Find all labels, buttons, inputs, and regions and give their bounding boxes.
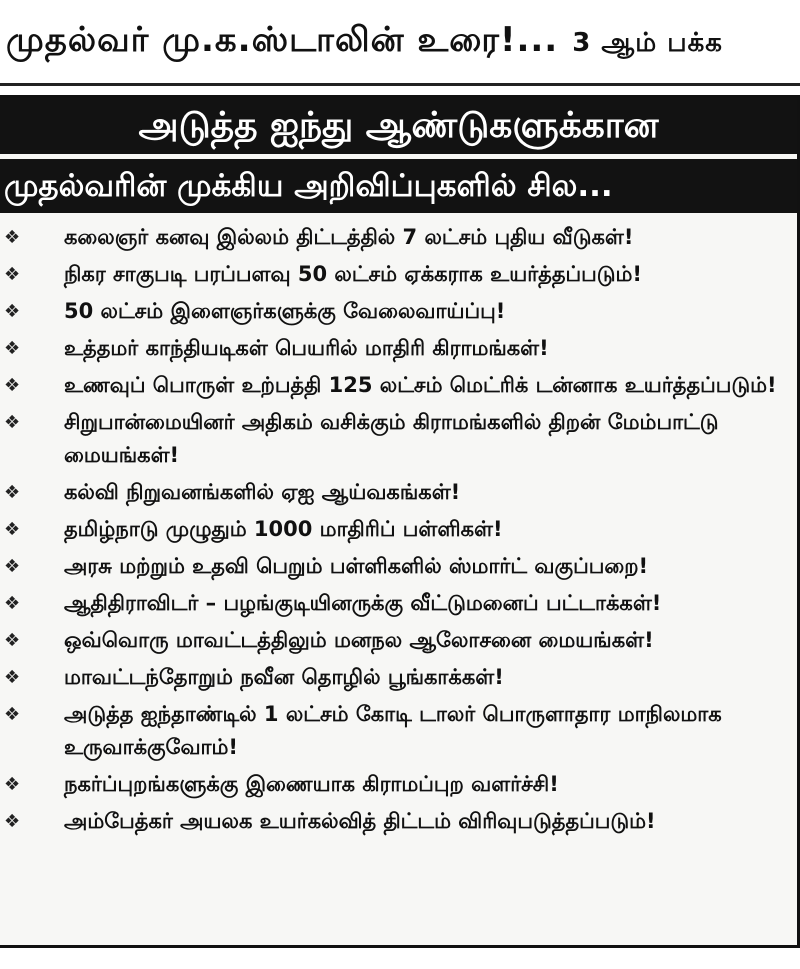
list-item [0,550,797,583]
list-item [0,513,797,546]
list-item-text: ஆதிதிராவிடர் – பழங்குடியினருக்கு வீட்டுமனைப் பட்டாக்கள்! [64,591,662,615]
headline-rule [0,83,800,86]
list-item-text: தமிழ்நாடு முழுதும் 1000 மாதிரிப் பள்ளிகள்! [64,517,503,541]
list-item [0,698,797,764]
diamond-bullet-icon: ❖ [4,667,21,688]
list-item-text: சிறுபான்மையினர் அதிகம் வசிக்கும் கிராமங்களில் திறன் மேம்பாட்டு மையங்கள்! [64,410,719,467]
diamond-bullet-icon: ❖ [4,264,21,285]
diamond-bullet-icon: ❖ [4,338,21,359]
announcement-list [0,213,797,838]
diamond-bullet-icon: ❖ [4,482,21,503]
list-item-text: 50 லட்சம் இளைஞர்களுக்கு வேலைவாய்ப்பு! [64,299,506,323]
list-item [0,661,797,694]
diamond-bullet-icon: ❖ [4,593,21,614]
diamond-bullet-icon: ❖ [4,519,21,540]
list-item [0,624,797,657]
list-item-text: மாவட்டந்தோறும் நவீன தொழில் பூங்காக்கள்! [64,665,504,689]
list-item-text: அரசு மற்றும் உதவி பெறும் பள்ளிகளில் ஸ்மார்ட் வகுப்பறை! [64,554,649,578]
diamond-bullet-icon: ❖ [4,227,21,248]
list-item-text: கலைஞர் கனவு இல்லம் திட்டத்தில் 7 லட்சம் புதிய வீடுகள்! [64,225,634,249]
list-item [0,258,797,291]
diamond-bullet-icon: ❖ [4,556,21,577]
list-item-text: உத்தமர் காந்தியடிகள் பெயரில் மாதிரி கிராமங்கள்! [64,336,549,360]
diamond-bullet-icon: ❖ [4,774,21,795]
diamond-bullet-icon: ❖ [4,412,21,433]
page-reference: 3 ஆம் பக்க [572,28,723,58]
list-item-text: நிகர சாகுபடி பரப்பளவு 50 லட்சம் ஏக்கராக உயர்த்தப்படும்! [64,262,643,286]
list-item [0,805,797,838]
diamond-bullet-icon: ❖ [4,704,21,725]
list-item [0,332,797,365]
list-item [0,295,797,328]
list-item [0,221,797,254]
list-item [0,476,797,509]
diamond-bullet-icon: ❖ [4,375,21,396]
list-item-text: அடுத்த ஐந்தாண்டில் 1 லட்சம் கோடி டாலர் பொருளாதார மாநிலமாக உருவாக்குவோம்! [64,702,722,759]
diamond-bullet-icon: ❖ [4,811,21,832]
list-item [0,768,797,801]
banner-line-1: அடுத்த ஐந்து ஆண்டுகளுக்கான [0,98,797,154]
list-item [0,587,797,620]
banner-line-2: முதல்வரின் முக்கிய அறிவிப்புகளில் சில... [0,159,797,213]
headline [0,0,800,80]
list-item-text: உணவுப் பொருள் உற்பத்தி 125 லட்சம் மெட்ரிக் டன்னாக உயர்த்தப்படும்! [64,373,777,397]
list-item-text: ஒவ்வொரு மாவட்டத்திலும் மனநல ஆலோசனை மையங்கள்! [64,628,654,652]
list-item-text: கல்வி நிறுவனங்களில் ஏஐ ஆய்வகங்கள்! [64,480,461,504]
list-item [0,369,797,402]
list-item [0,406,797,472]
list-item-text: நகர்ப்புறங்களுக்கு இணையாக கிராமப்புற வளர்ச்சி! [64,772,559,796]
list-item-text: அம்பேத்கர் அயலக உயர்கல்வித் திட்டம் விரிவுபடுத்தப்படும்! [64,809,656,833]
announcement-box [0,95,800,948]
diamond-bullet-icon: ❖ [4,630,21,651]
headline-title: முதல்வர் மு.க.ஸ்டாலின் உரை!... [6,20,559,60]
diamond-bullet-icon: ❖ [4,301,21,322]
